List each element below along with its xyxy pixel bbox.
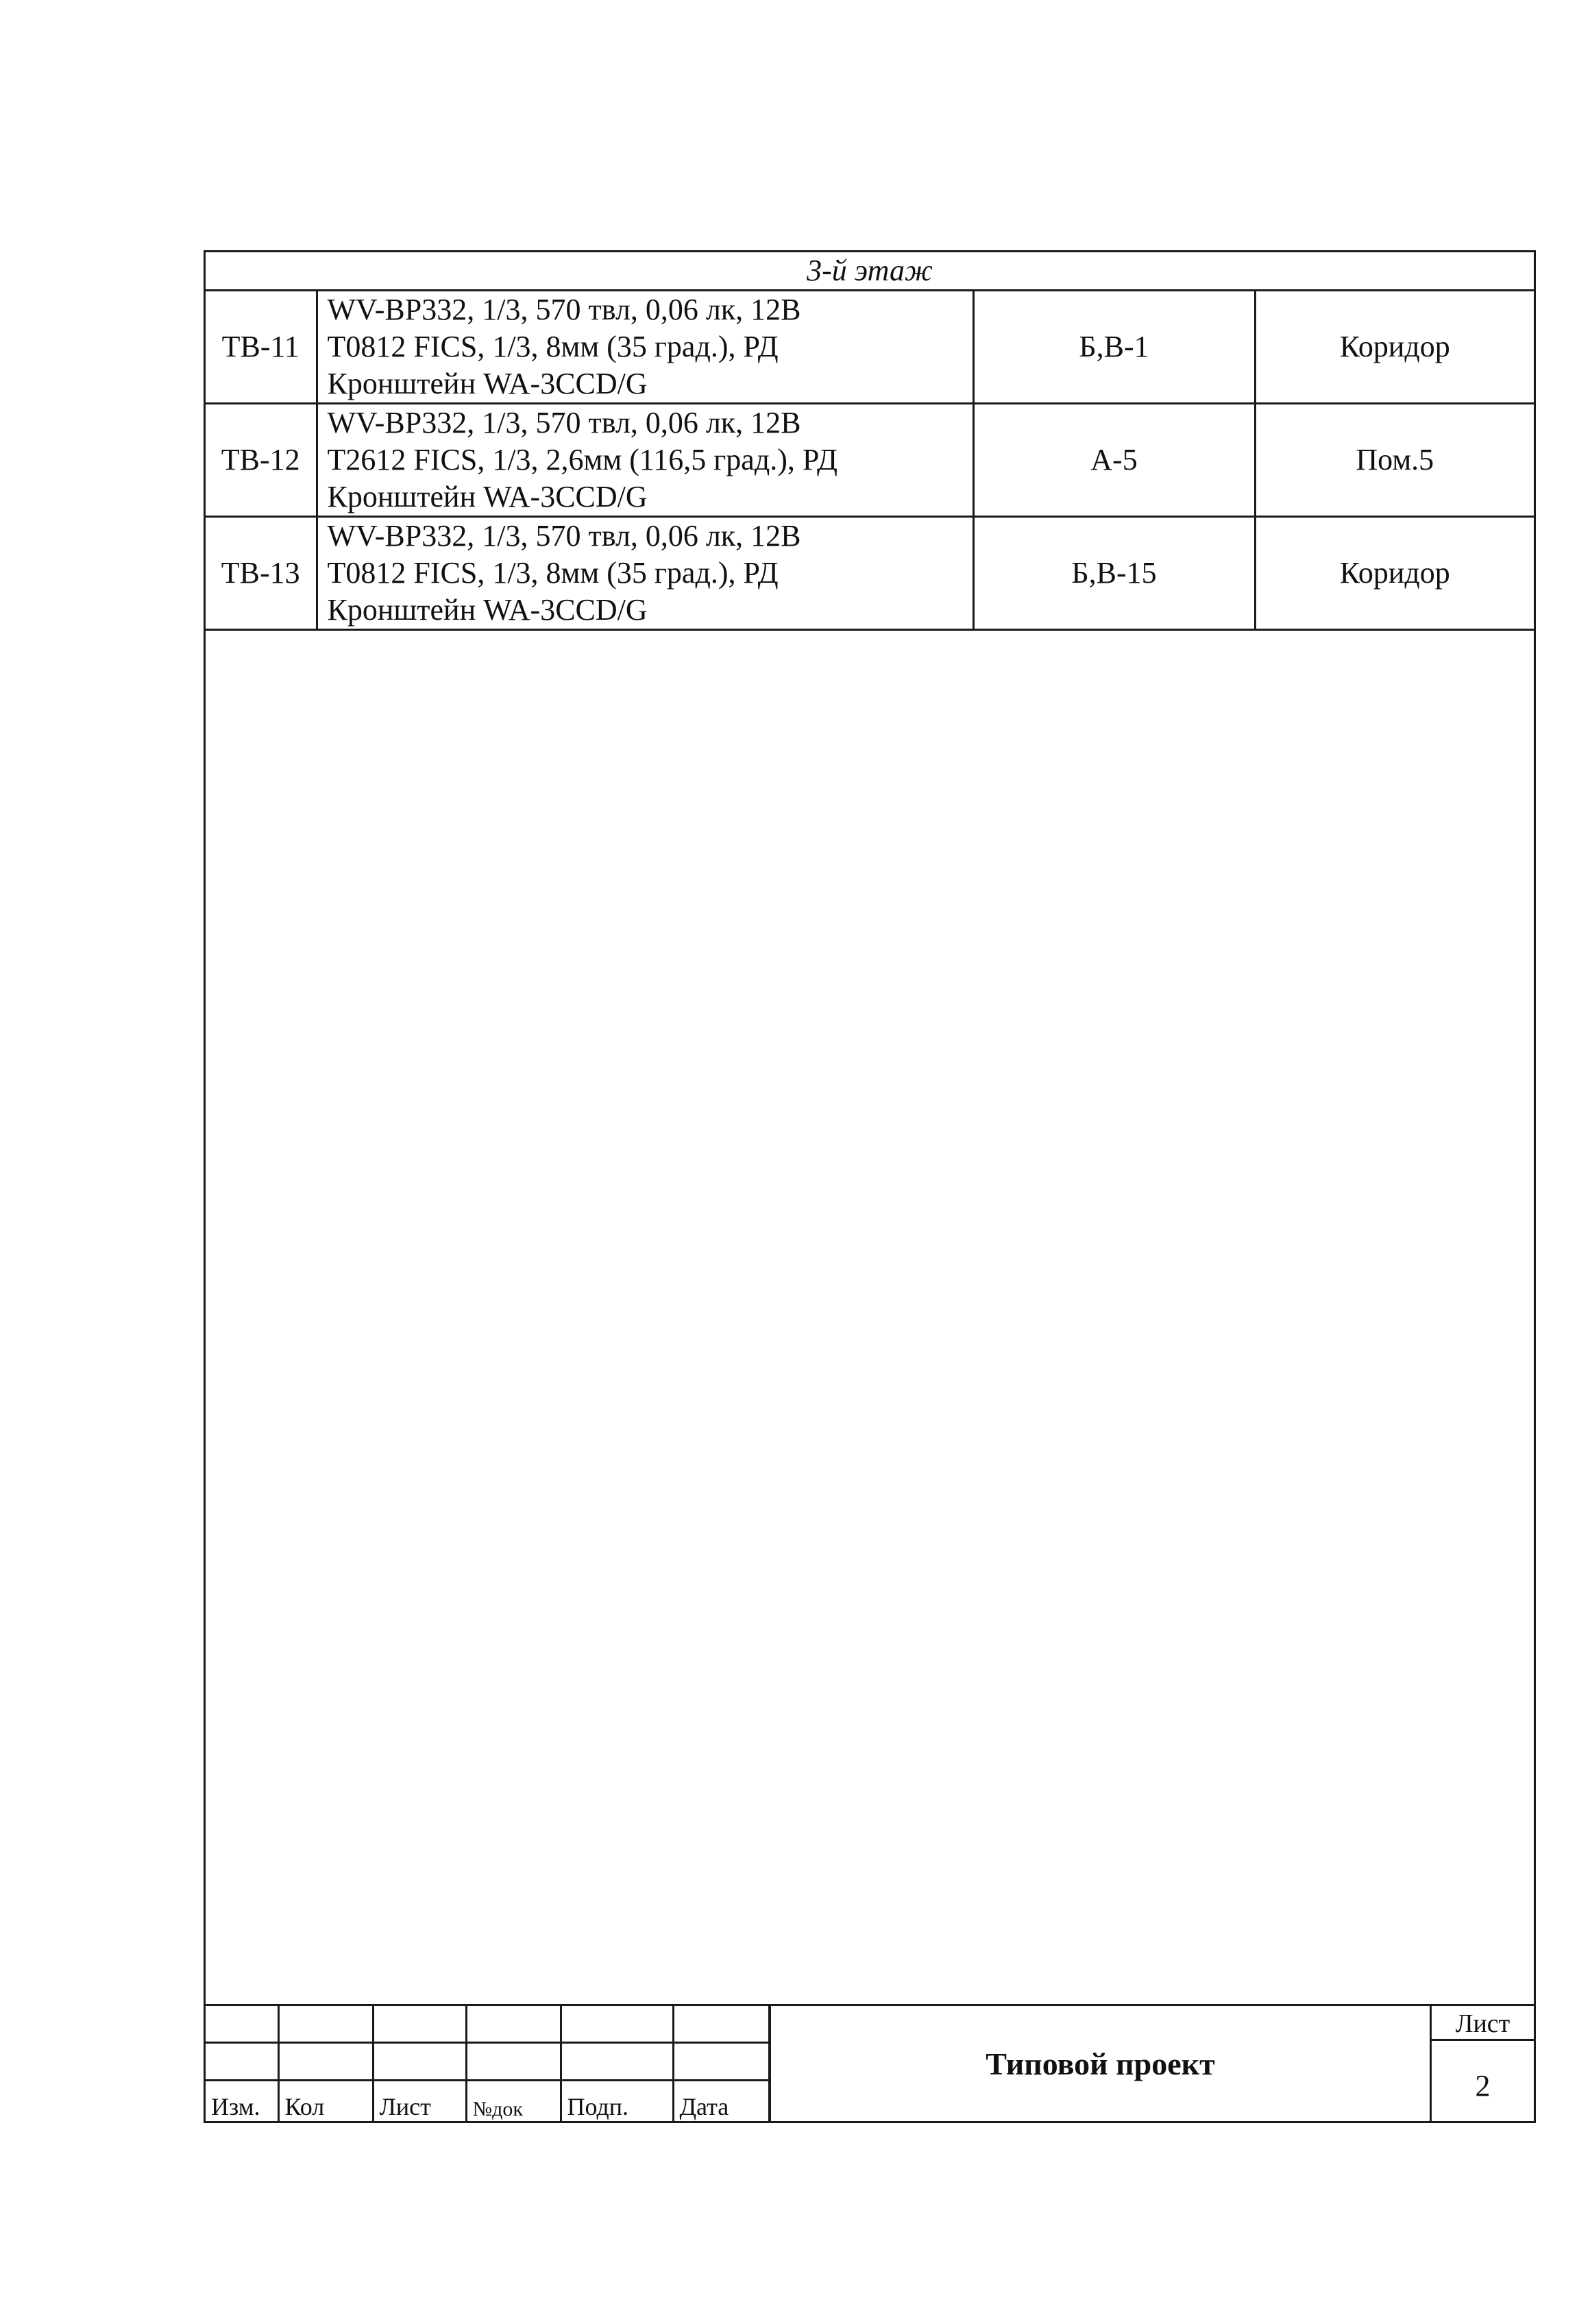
spec-line: T2612 FICS, 1/3, 2,6мм (116,5 град.), РД	[327, 443, 838, 476]
title-block	[206, 2004, 1534, 2121]
sheet-label: Лист	[1432, 2006, 1534, 2041]
revision-row	[206, 2006, 769, 2042]
col-label-count: Кол	[278, 2080, 373, 2121]
sheet-box	[1430, 2006, 1534, 2121]
spec-line: WV-BP332, 1/3, 570 твл, 0,06 лк, 12В	[327, 293, 801, 326]
camera-location: Коридор	[1255, 291, 1534, 404]
spec-line: WV-BP332, 1/3, 570 твл, 0,06 лк, 12В	[327, 406, 801, 439]
col-label-doc-number: №док	[466, 2080, 561, 2121]
spec-line: Кронштейн WA-3CCD/G	[327, 367, 648, 400]
table-row	[206, 291, 1534, 404]
spec-line: T0812 FICS, 1/3, 8мм (35 град.), РД	[327, 330, 779, 363]
camera-id: ТВ-13	[206, 517, 317, 630]
camera-id: ТВ-11	[206, 291, 317, 404]
spec-line: Кронштейн WA-3CCD/G	[327, 593, 648, 627]
revision-labels-row	[206, 2080, 769, 2121]
table-row	[206, 404, 1534, 517]
camera-spec	[317, 404, 973, 517]
spec-line: WV-BP332, 1/3, 570 твл, 0,06 лк, 12В	[327, 519, 801, 553]
camera-table	[206, 252, 1534, 631]
camera-id: ТВ-12	[206, 404, 317, 517]
col-label-signature: Подп.	[561, 2080, 673, 2121]
col-label-change: Изм.	[206, 2080, 278, 2121]
camera-axis: Б,В-1	[973, 291, 1255, 404]
sheet-number: 2	[1475, 2069, 1491, 2103]
camera-location: Пом.5	[1255, 404, 1534, 517]
camera-spec	[317, 291, 973, 404]
floor-header: 3-й этаж	[206, 252, 1534, 291]
spec-line: Кронштейн WA-3CCD/G	[327, 480, 648, 513]
camera-axis: Б,В-15	[973, 517, 1255, 630]
table-row	[206, 517, 1534, 630]
camera-axis: А-5	[973, 404, 1255, 517]
camera-spec	[317, 517, 973, 630]
drawing-frame	[204, 250, 1536, 2123]
revision-grid	[206, 2006, 770, 2121]
col-label-date: Дата	[673, 2080, 769, 2121]
camera-location: Коридор	[1255, 517, 1534, 630]
project-title: Типовой проект	[769, 2006, 1430, 2121]
spec-line: T0812 FICS, 1/3, 8мм (35 град.), РД	[327, 556, 779, 590]
col-label-sheet: Лист	[373, 2080, 466, 2121]
revision-row	[206, 2042, 769, 2080]
